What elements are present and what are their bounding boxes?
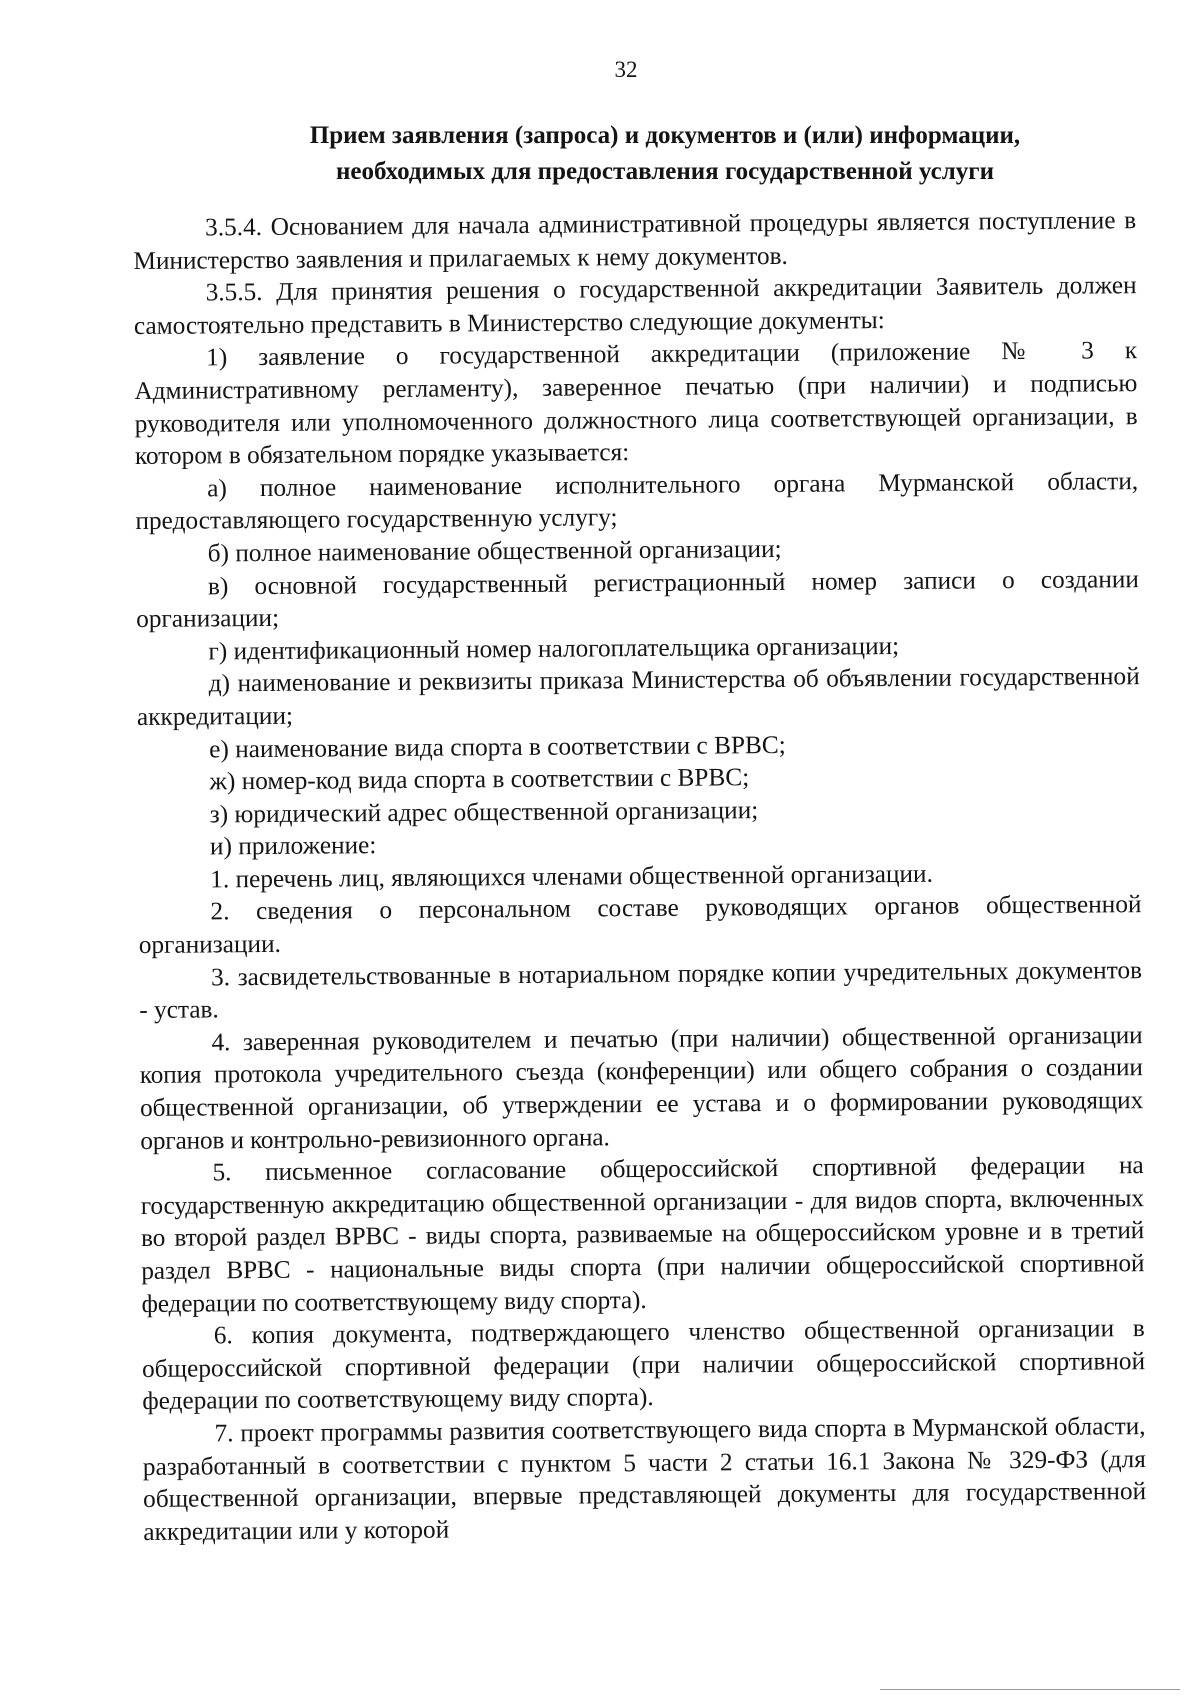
item-a: а) полное наименование исполнительного органа Мурманской области, предоставляющего государственную услугу; [135,466,1139,536]
section-heading [200,118,1130,190]
attachment-2: 2. сведения о персональном составе руководящих органов общественной организации. [138,890,1142,960]
attachment-4: 4. заверенная руководителем и печатью (при наличии) общественной организации копия протокола учредительного съезда (конференции) или общего собрания о создании общественной организации, об утверждении ее устава и о формировании руководящих органов и контрольно-ревизионного органа. [139,1020,1144,1155]
attachment-6: 6. копия документа, подтверждающего членство общественной организации в общероссийской спортивной федерации (при наличии общероссийской спортивной федерации по соответствующему виду спорта). [141,1314,1146,1416]
item-i: и) приложение: [209,831,377,861]
item-zh: ж) номер-код вида спорта в соответствии с ВРВС; [209,763,750,796]
attachment-5: 5. письменное согласование общероссийской спортивной федерации на государственную аккредитацию общественной организации - для видов спорта, включенных во второй раздел ВРВС - виды спорта, развиваемые на общероссийском уровне и в третий раздел ВРВС - национальные виды спорта (при наличии общероссийской спортивной федерации по соответствующему виду спорта). [140,1151,1145,1318]
item-e: е) наименование вида спорта в соответствии с ВРВС; [209,730,786,763]
item-1-application: 1) заявление о государственной аккредитации (приложение № 3 к Административному регламенту), заверенное печатью (при наличии) и подписью руководителя или уполномоченного должностного лица соответствующей организации, в котором в обязательном порядке указывается: [134,336,1138,471]
page-number: 32 [614,57,638,82]
attachment-1: 1. перечень лиц, являющихся членами общественной организации. [210,859,933,894]
document-body [133,204,1146,1548]
paragraph-3-5-4: 3.5.4. Основанием для начала административной процедуры является поступление в Министерство заявления и прилагаемых к нему документов. [133,206,1137,275]
attachment-7: 7. проект программы развития соответствующего вида спорта в Мурманской области, разработанный в соответствии с пунктом 5 части 2 статьи 16.1 Закона № 329-ФЗ (для общественной организации, впервые представляющей документы для государственной аккредитации или у которой [142,1412,1147,1546]
item-b: б) полное наименование общественной организации; [207,534,782,568]
item-g: г) идентификационный номер налогоплательщика организации; [208,631,900,666]
item-d: д) наименование и реквизиты приказа Министерства об объявлении государственной аккредитации; [136,662,1140,731]
attachment-3: 3. засвидетельствованные в нотариальном порядке копии учредительных документов - устав. [139,955,1143,1025]
item-z: з) юридический адрес общественной организации; [209,795,759,829]
item-v: в) основной государственный регистрационный номер записи о создании организации; [136,564,1140,634]
section-heading-line: необходимых для предоставления государственной услуги [336,158,994,185]
section-heading-line: Прием заявления (запроса) и документов и (или) информации, [309,122,1021,149]
paragraph-3-5-5: 3.5.5. Для принятия решения о государственной аккредитации Заявитель должен самостоятельно представить в Министерство следующие документы: [133,271,1137,340]
footer-rule [880,1689,1180,1690]
